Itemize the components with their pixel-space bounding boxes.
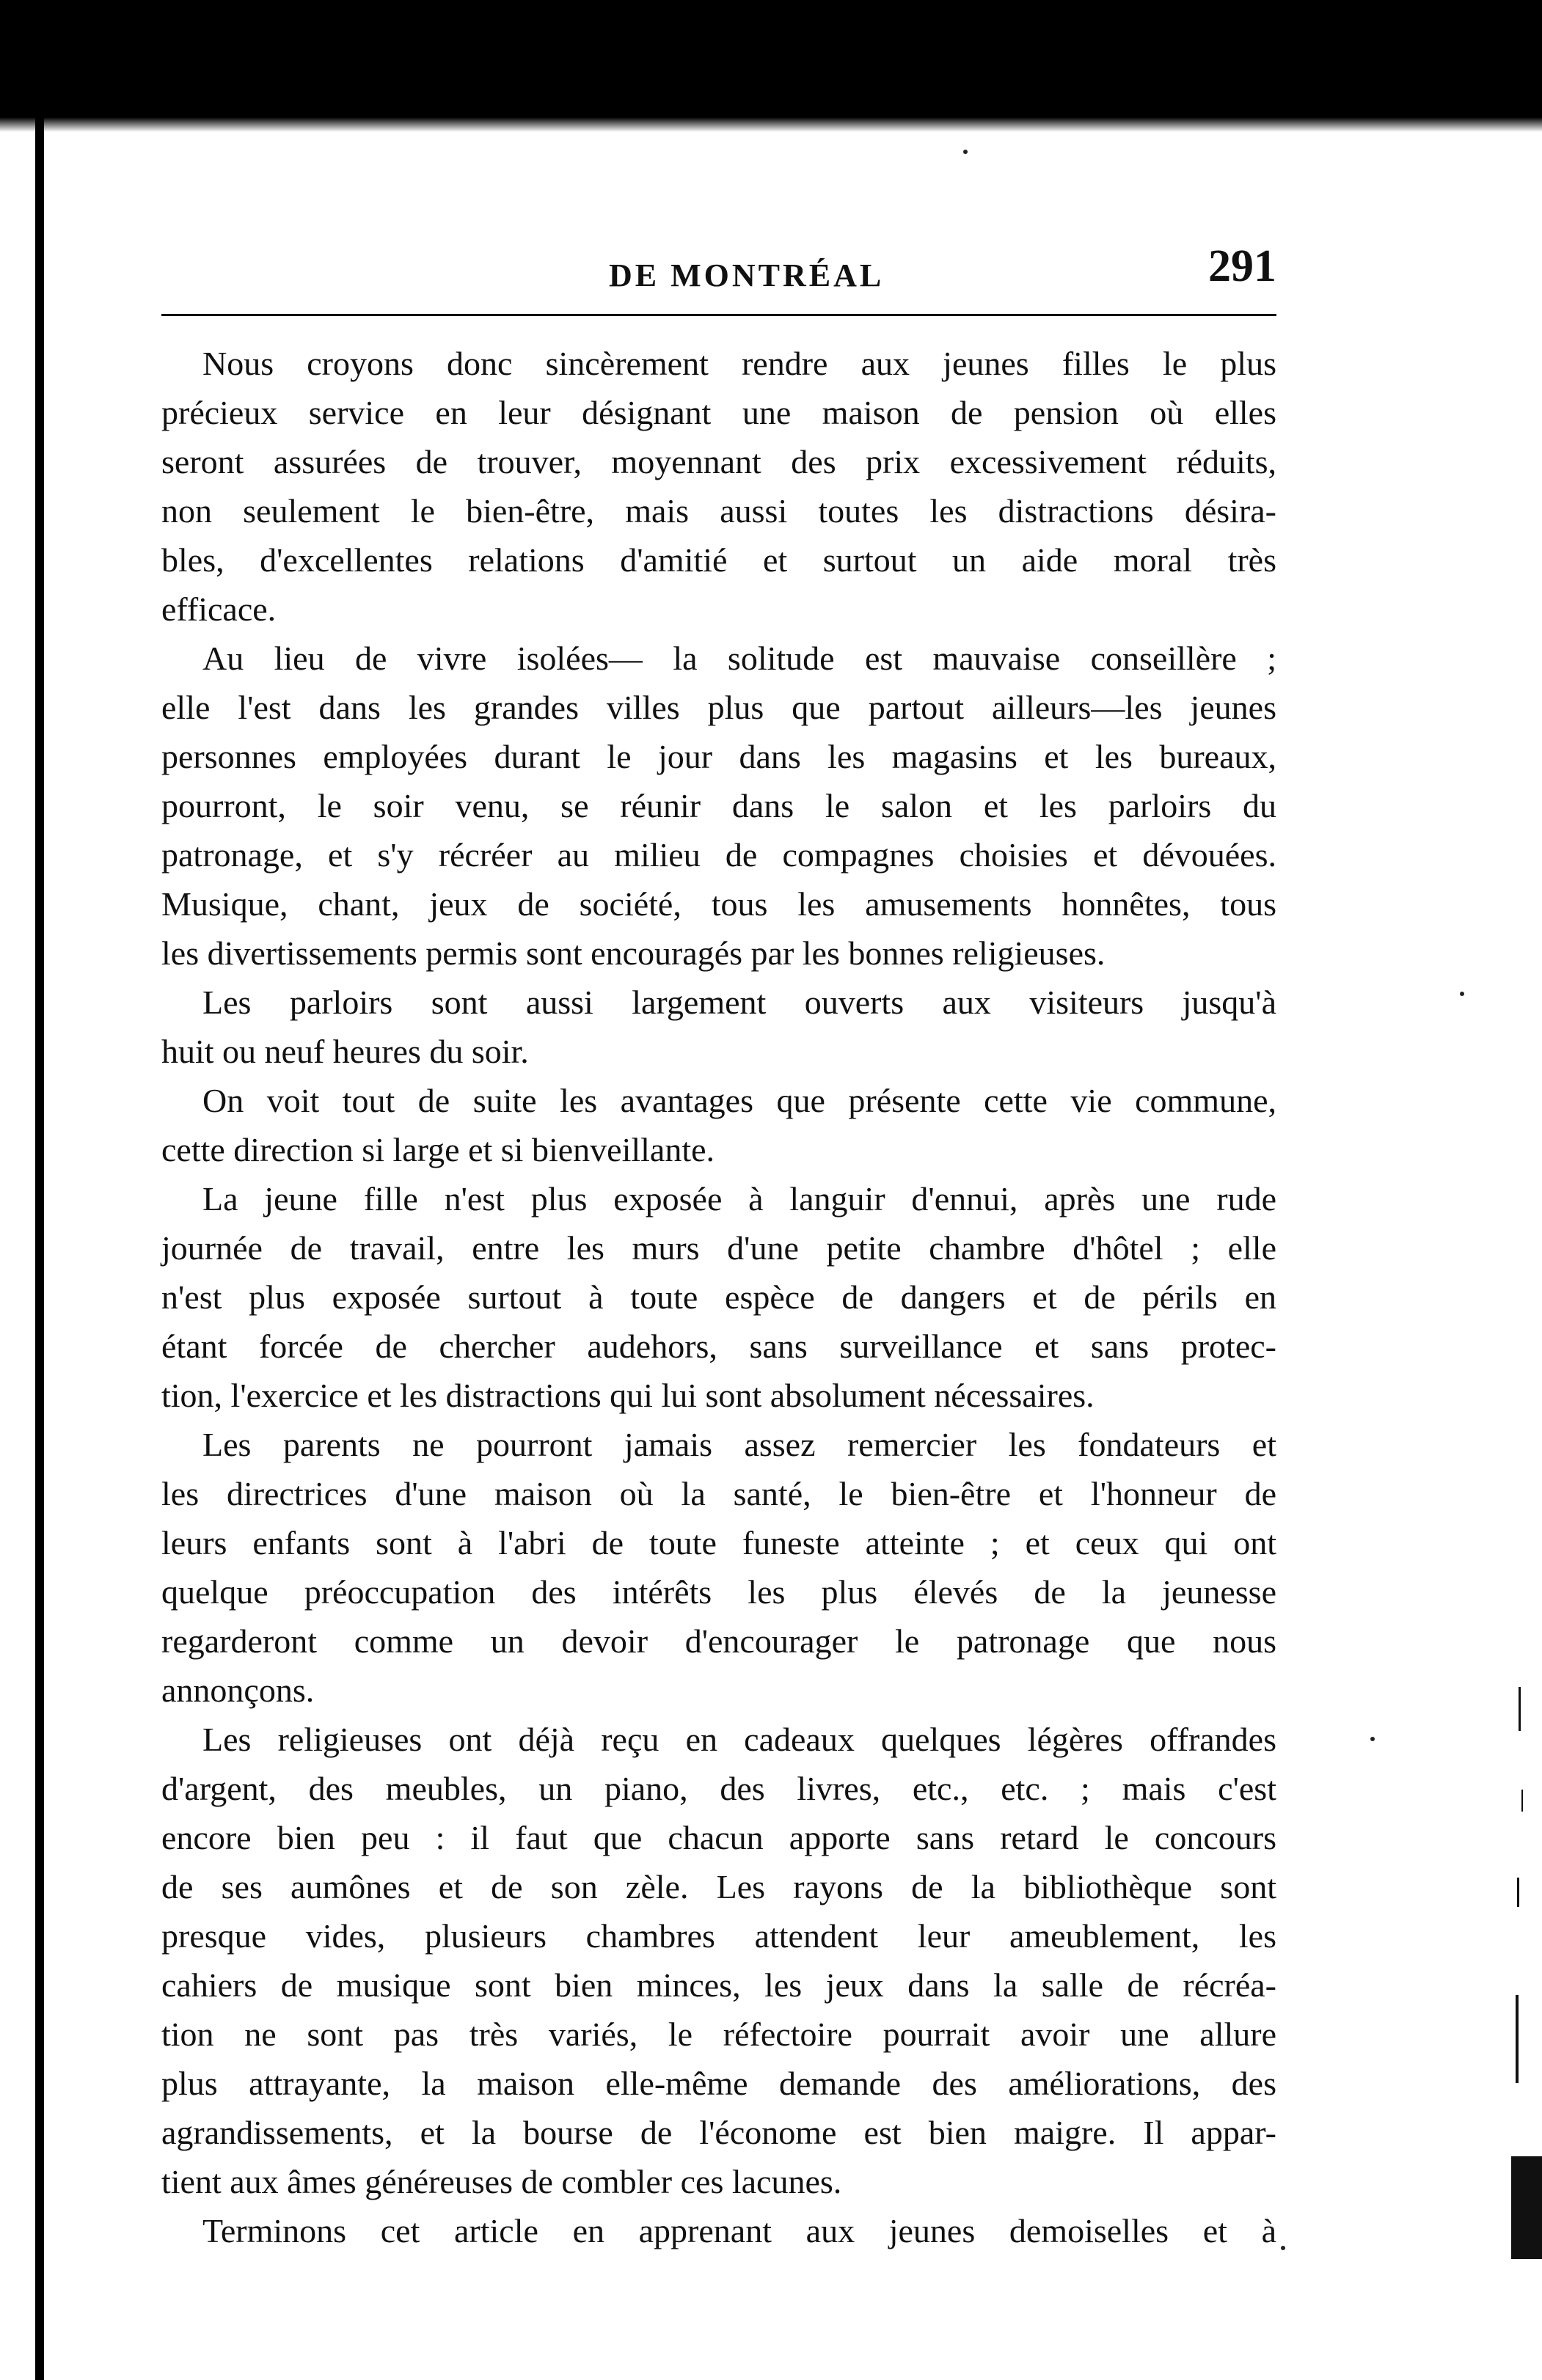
text-line: presque vides, plusieurs chambres attendent leur ameublement, les <box>161 1917 1276 1955</box>
text-line: non seulement le bien-être, mais aussi toutes les distractions désira- <box>161 492 1276 530</box>
text-line: personnes employées durant le jour dans les magasins et les bureaux, <box>161 738 1276 775</box>
text-line: n'est plus exposée surtout à toute espèce de dangers et de périls en <box>161 1278 1276 1316</box>
text-line: tion ne sont pas très variés, le réfectoire pourrait avoir une allure <box>161 2015 1276 2053</box>
text-line: Les parents ne pourront jamais assez remercier les fondateurs et <box>202 1426 1276 1463</box>
text-line: efficace. <box>161 590 277 628</box>
text-line: huit ou neuf heures du soir. <box>161 1033 529 1070</box>
page-number: 291 <box>1208 241 1276 291</box>
paragraph <box>161 634 1276 978</box>
paragraph <box>161 2206 1276 2255</box>
text-line: bles, d'excellentes relations d'amitié et surtout un aide moral très <box>161 541 1276 579</box>
text-line: annonçons. <box>161 1672 315 1709</box>
paragraph <box>161 978 1276 1076</box>
text-line: elle l'est dans les grandes villes plus que partout ailleurs—les jeunes <box>161 689 1276 726</box>
text-line: quelque préoccupation des intérêts les plus élevés de la jeunesse <box>161 1573 1276 1611</box>
text-line: Musique, chant, jeux de société, tous les amusements honnêtes, tous <box>161 885 1276 923</box>
text-line: de ses aumônes et de son zèle. Les rayons de la bibliothèque sont <box>161 1868 1276 1905</box>
paragraph <box>161 339 1276 634</box>
text-line: encore bien peu : il faut que chacun apporte sans retard le concours <box>161 1819 1276 1856</box>
running-title: DE MONTRÉAL <box>609 257 885 293</box>
paragraph <box>161 1076 1276 1174</box>
text-line: étant forcée de chercher audehors, sans surveillance et sans protec- <box>161 1328 1276 1365</box>
text-line: cette direction si large et si bienveillante. <box>161 1131 715 1168</box>
text-line: Les religieuses ont déjà reçu en cadeaux quelques légères offrandes <box>202 1721 1276 1758</box>
text-line: tion, l'exercice et les distractions qui lui sont absolument nécessaires. <box>161 1377 1095 1414</box>
text-line: pourront, le soir venu, se réunir dans le salon et les parloirs du <box>161 787 1276 824</box>
text-line: seront assurées de trouver, moyennant des prix excessivement réduits, <box>161 443 1276 480</box>
body-text <box>161 339 1276 2255</box>
text-line: journée de travail, entre les murs d'une petite chambre d'hôtel ; elle <box>161 1229 1276 1267</box>
text-line: La jeune fille n'est plus exposée à languir d'ennui, après une rude <box>202 1180 1276 1218</box>
paragraph <box>161 1174 1276 1420</box>
text-line: cahiers de musique sont bien minces, les jeux dans la salle de récréa- <box>161 1966 1276 2004</box>
text-line: Les parloirs sont aussi largement ouverts aux visiteurs jusqu'à <box>202 984 1276 1021</box>
text-line: les divertissements permis sont encouragés par les bonnes religieuses. <box>161 934 1106 972</box>
text-line: regarderont comme un devoir d'encourager le patronage que nous <box>161 1622 1276 1660</box>
text-line: Nous croyons donc sincèrement rendre aux jeunes filles le plus <box>202 345 1276 382</box>
text-line: agrandissements, et la bourse de l'économe est bien maigre. Il appar- <box>161 2114 1276 2151</box>
paragraph <box>161 1715 1276 2206</box>
text-line: plus attrayante, la maison elle-même demande des améliorations, des <box>161 2065 1276 2102</box>
text-line: Terminons cet article en apprenant aux jeunes demoiselles et à <box>202 2212 1276 2249</box>
header-rule <box>161 314 1276 316</box>
text-line: tient aux âmes généreuses de combler ces lacunes. <box>161 2163 842 2200</box>
text-line: précieux service en leur désignant une maison de pension où elles <box>161 394 1276 431</box>
text-line: On voit tout de suite les avantages que présente cette vie commune, <box>202 1082 1276 1119</box>
running-head <box>161 235 1276 301</box>
text-line: leurs enfants sont à l'abri de toute funeste atteinte ; et ceux qui ont <box>161 1524 1276 1561</box>
text-line: les directrices d'une maison où la santé, le bien-être et l'honneur de <box>161 1475 1276 1512</box>
text-line: Au lieu de vivre isolées— la solitude est mauvaise conseillère ; <box>202 640 1276 677</box>
text-line: patronage, et s'y récréer au milieu de compagnes choisies et dévouées. <box>161 836 1276 874</box>
paragraph <box>161 1420 1276 1715</box>
text-line: d'argent, des meubles, un piano, des livres, etc., etc. ; mais c'est <box>161 1770 1276 1807</box>
